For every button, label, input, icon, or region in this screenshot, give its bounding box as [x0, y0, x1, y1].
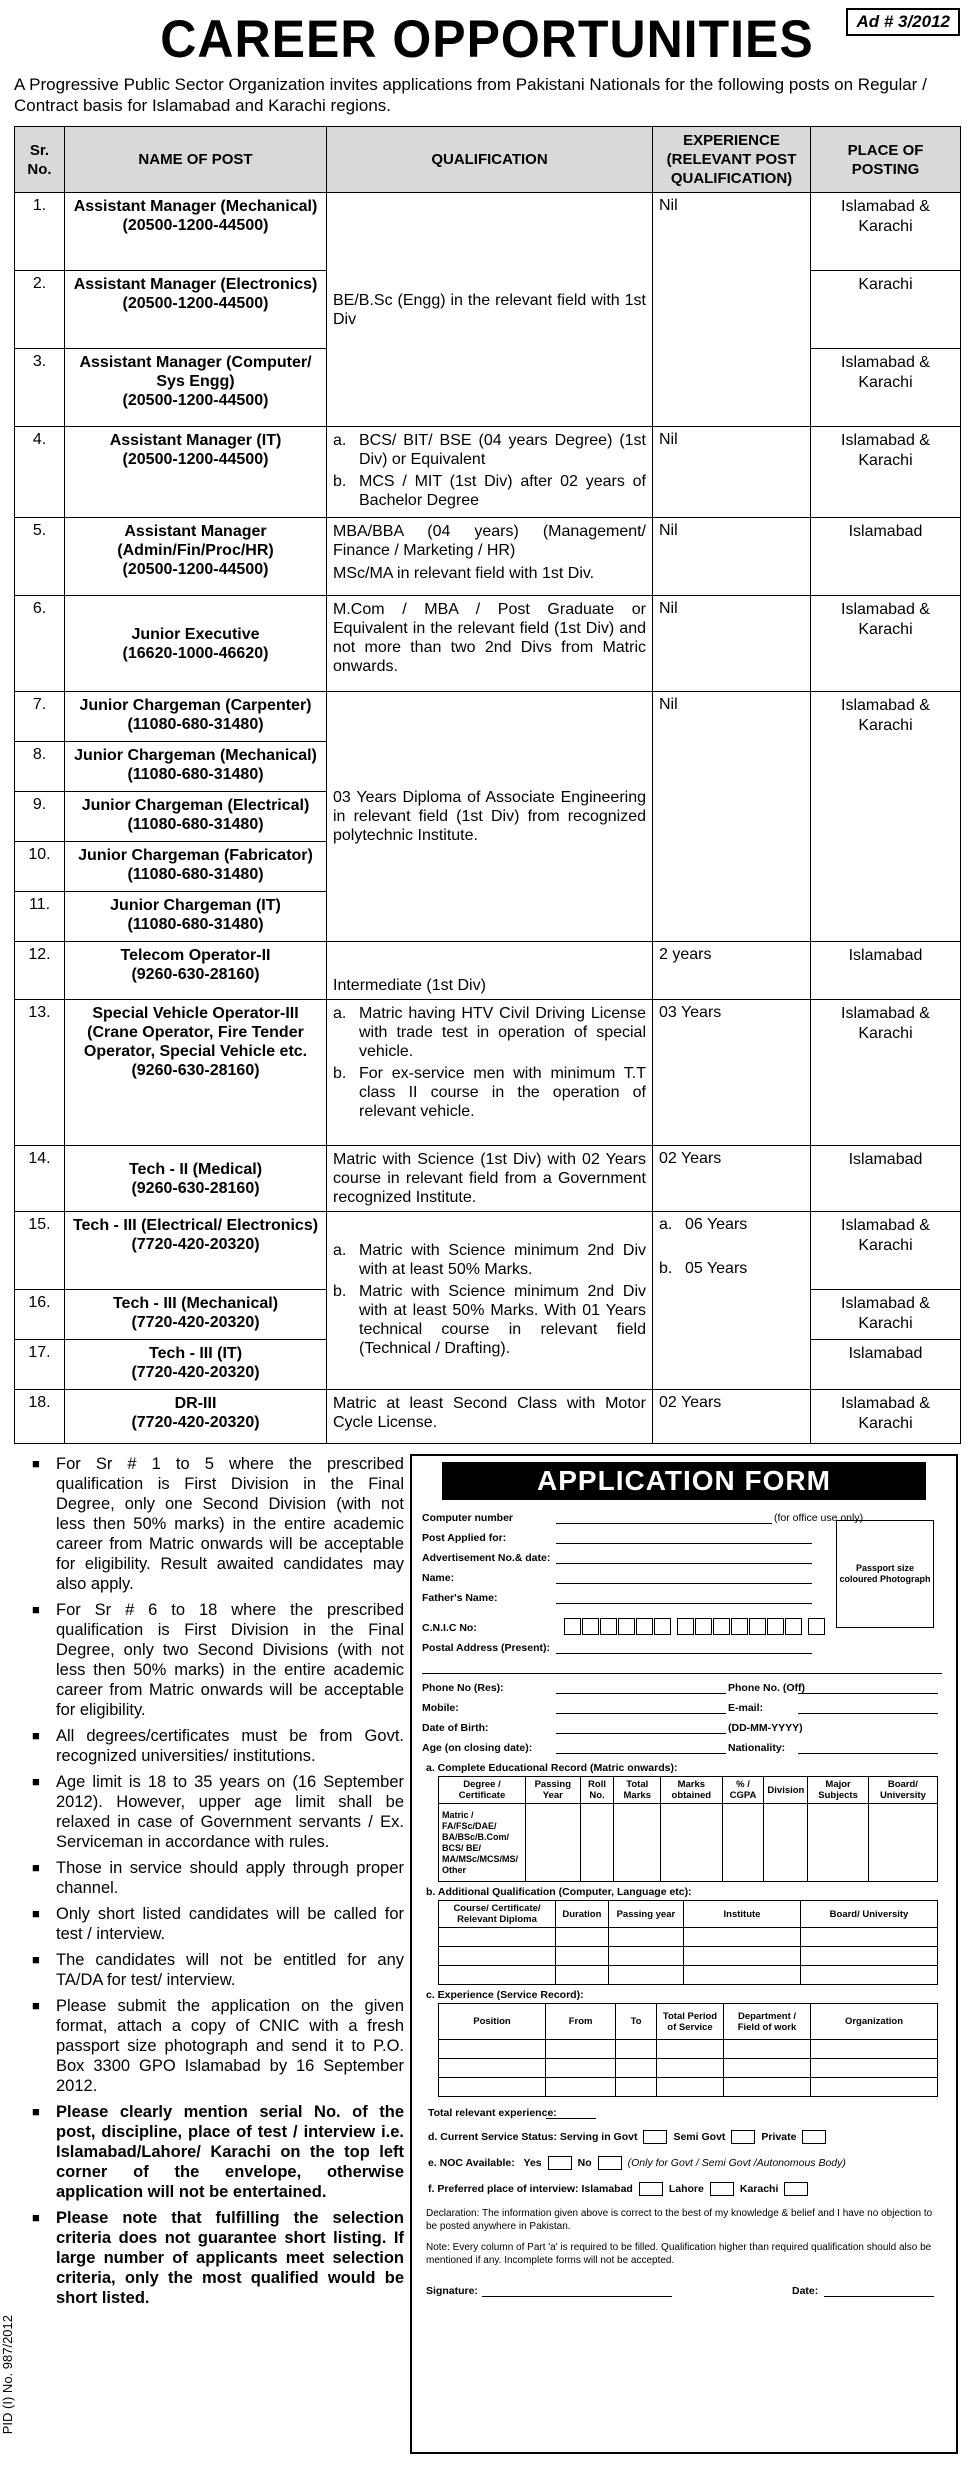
table-row[interactable] [439, 2040, 938, 2059]
qual-cell: Intermediate (1st Div) [327, 942, 653, 1000]
place-cell: Islamabad & Karachi [811, 1290, 961, 1340]
place-cell: Islamabad & Karachi [811, 596, 961, 692]
item-marker: b. [659, 1260, 673, 1277]
application-form [410, 1454, 958, 2454]
table-row [15, 596, 961, 692]
islamabad-checkbox[interactable] [639, 2182, 663, 2196]
place-cell: Islamabad [811, 942, 961, 1000]
table-row[interactable] [439, 1966, 938, 1985]
qual-item: Matric having HTV Civil Driving License with trade test in operation of special vehicle. [359, 1005, 646, 1060]
pay-scale: (20500-1200-44500) [122, 561, 269, 578]
post-cell [65, 1290, 327, 1340]
post-cell [65, 892, 327, 942]
sr-cell: 2. [15, 271, 65, 349]
dob-row: Date of Birth: (DD-MM-YYYY) [422, 1722, 803, 1734]
table-row [15, 1212, 961, 1290]
section-education: a. Complete Educational Record (Matric onwards): [426, 1762, 678, 1774]
pay-scale: (20500-1200-44500) [122, 295, 269, 312]
govt-checkbox[interactable] [643, 2130, 667, 2144]
pay-scale: (9260-630-28160) [131, 966, 260, 983]
postal-address-line[interactable] [422, 1673, 942, 1674]
interview-place-row: f. Preferred place of interview: Islamabad Lahore Karachi [422, 2175, 956, 2201]
pay-scale: (11080-680-31480) [127, 866, 264, 883]
place-cell: Islamabad & Karachi [811, 692, 961, 942]
header-post: NAME OF POST [65, 127, 327, 193]
pay-scale: (11080-680-31480) [127, 816, 264, 833]
date-field[interactable] [824, 2296, 934, 2297]
place-cell: Islamabad [811, 1146, 961, 1212]
qual-cell [327, 427, 653, 518]
post-name: Tech - III (IT) [148, 1345, 243, 1362]
sr-cell: 11. [15, 892, 65, 942]
photo-box: Passport size coloured Photograph [836, 1520, 934, 1628]
place-cell: Islamabad & Karachi [811, 427, 961, 518]
place-cell: Islamabad & Karachi [811, 1390, 961, 1444]
name-field[interactable] [556, 1583, 812, 1584]
list-item: ■ Please note that fulfilling the selection criteria does not guarantee short listing. If large number of applicants meet selection criteria, only the most qualified would be short listed. [32, 2208, 404, 2308]
post-cell [65, 271, 327, 349]
age-row: Age (on closing date): Nationality: [422, 1738, 956, 1758]
item-marker: a. [333, 432, 347, 449]
post-cell [65, 1000, 327, 1146]
qual-cell [327, 1000, 653, 1146]
pay-scale: (16620-1000-46620) [122, 644, 269, 662]
table-row[interactable] [439, 1928, 938, 1947]
list-item: ■ Please clearly mention serial No. of the post, discipline, place of test / interview i.e. Islamabad/Lahore/ Karachi on the top left corner of the envelope, otherwise application will not be entertained. [32, 2102, 404, 2202]
computer-number-row: Computer number (for office use only) [422, 1512, 864, 1524]
qual-item: MBA/BBA (04 years) (Management/ Finance / Marketing / HR) [333, 523, 646, 559]
dob-field[interactable] [556, 1733, 726, 1734]
post-cell [65, 596, 327, 692]
item-marker: b. [333, 1282, 347, 1300]
post-cell [65, 792, 327, 842]
place-cell: Islamabad [811, 518, 961, 596]
item-marker: b. [333, 473, 347, 490]
post-name: Assistant Manager (Mechanical) [73, 198, 318, 215]
phone-row: Phone No (Res): Phone No. (Off) [422, 1678, 956, 1698]
noc-yes-checkbox[interactable] [548, 2156, 572, 2170]
nationality-field[interactable] [798, 1753, 938, 1754]
postal-address-field[interactable] [556, 1653, 812, 1654]
post-name: Tech - II (Medical) [128, 1160, 263, 1178]
table-row [15, 193, 961, 271]
table-row[interactable] [439, 2078, 938, 2097]
exp-cell: 2 years [653, 942, 811, 1000]
table-row [15, 518, 961, 596]
list-item: ■ Please submit the application on the given format, attach a copy of CNIC with a fresh passport size photograph and send it to P.O. Box 3300 GPO Islamabad by 16 September 2012. [32, 1996, 404, 2096]
pay-scale: (20500-1200-44500) [122, 217, 269, 234]
post-cell [65, 742, 327, 792]
sr-cell: 13. [15, 1000, 65, 1146]
pid-number: PID (I) No. 987/2012 [0, 2314, 15, 2434]
place-cell: Islamabad & Karachi [811, 1212, 961, 1290]
exp-item: 05 Years [685, 1260, 748, 1277]
post-name: Assistant Manager (Admin/Fin/Proc/HR) [117, 523, 274, 559]
post-name: Junior Chargeman (Carpenter) [79, 697, 312, 714]
pay-scale: (20500-1200-44500) [122, 451, 269, 468]
sr-cell: 12. [15, 942, 65, 1000]
pay-scale: (20500-1200-44500) [122, 392, 269, 409]
exp-cell: 03 Years [653, 1000, 811, 1146]
pay-scale: (9260-630-28160) [131, 1179, 260, 1197]
noc-row: e. NOC Available: Yes No (Only for Govt / Semi Govt /Autonomous Body) [428, 2156, 846, 2169]
exp-cell: Nil [653, 193, 811, 427]
declaration-text: Declaration: The information given above is correct to the best of my knowledge & belief and I have no objection to be posted anywhere in Pakistan. [426, 2208, 933, 2232]
item-marker: a. [333, 1241, 347, 1259]
list-item: ■ All degrees/certificates must be from Govt. recognized universities/ institutions. [32, 1726, 404, 1766]
qual-cell: 03 Years Diploma of Associate Engineering in relevant field (1st Div) from recognized polytechnic Institute. [327, 692, 653, 942]
place-cell: Karachi [811, 271, 961, 349]
place-cell: Islamabad & Karachi [811, 349, 961, 427]
pay-scale: (11080-680-31480) [127, 716, 264, 733]
pay-scale: (7720-420-20320) [131, 1236, 260, 1253]
post-applied-row: Post Applied for: [422, 1528, 956, 1548]
qual-cell: Matric at least Second Class with Motor Cycle License. [327, 1390, 653, 1444]
exp-cell: 02 Years [653, 1146, 811, 1212]
pay-scale: (7720-420-20320) [131, 1314, 260, 1331]
signature-field[interactable] [482, 2296, 672, 2297]
additional-table: Course/ Certificate/ Relevant Diploma Duration Passing year Institute Board/ University [438, 1900, 938, 1985]
list-item: ■ For Sr # 6 to 18 where the prescribed qualification is First Division in the Final Degree, only two Second Divisions (with not less then 50% marks) in the entire academic career from Matric onwards will be acceptable for eligibility. [32, 1600, 404, 1720]
list-item: ■ Those in service should apply through proper channel. [32, 1858, 404, 1898]
table-row [15, 1390, 961, 1444]
semi-govt-checkbox[interactable] [731, 2130, 755, 2144]
pay-scale: (11080-680-31480) [127, 766, 264, 783]
pay-scale: (9260-630-28160) [131, 1062, 260, 1079]
qual-item: For ex-service men with minimum T.T class II course in the operation of relevant vehicle. [359, 1065, 646, 1120]
post-cell [65, 842, 327, 892]
list-item: ■ The candidates will not be entitled for any TA/DA for test/ interview. [32, 1950, 404, 1990]
post-name: Special Vehicle Operator-III (Crane Operator, Fire Tender Operator, Special Vehicle etc. [83, 1005, 308, 1060]
item-marker: a. [333, 1005, 347, 1022]
postal-row: Postal Address (Present): [422, 1638, 956, 1658]
sr-cell: 3. [15, 349, 65, 427]
sr-cell: 15. [15, 1212, 65, 1290]
sr-cell: 1. [15, 193, 65, 271]
posts-table [14, 126, 961, 1444]
sr-cell: 14. [15, 1146, 65, 1212]
post-cell [65, 349, 327, 427]
post-cell [65, 427, 327, 518]
qual-item: BCS/ BIT/ BSE (04 years Degree) (1st Div) or Equivalent [359, 432, 646, 468]
note-text: Note: Every column of Part 'a' is required to be filled. Qualification higher than required qualification should also be mentioned if any. Incomplete forms will not be accepted. [426, 2242, 932, 2266]
qual-cell: M.Com / MBA / Post Graduate or Equivalent in the relevant field (1st Div) and not more than two 2nd Divs from Matric onwards. [327, 596, 653, 692]
place-cell: Islamabad & Karachi [811, 1000, 961, 1146]
qual-cell [327, 1212, 653, 1390]
qual-item: Matric with Science minimum 2nd Div with at least 50% Marks. [359, 1241, 646, 1278]
sr-cell: 6. [15, 596, 65, 692]
exp-cell: Nil [653, 692, 811, 942]
cnic-boxes[interactable] [564, 1618, 826, 1635]
noc-no-checkbox[interactable] [598, 2156, 622, 2170]
post-cell [65, 692, 327, 742]
post-cell [65, 518, 327, 596]
advertisement-field[interactable] [556, 1563, 812, 1564]
qual-cell: Matric with Science (1st Div) with 02 Years course in relevant field from a Government recognized Institute. [327, 1146, 653, 1212]
header-qualification: QUALIFICATION [327, 127, 653, 193]
post-name: Junior Chargeman (Electrical) [81, 797, 310, 814]
exp-cell: Nil [653, 518, 811, 596]
exp-cell: Nil [653, 427, 811, 518]
sr-cell: 18. [15, 1390, 65, 1444]
computer-number-field[interactable] [556, 1523, 772, 1524]
post-name: Junior Chargeman (IT) [110, 897, 281, 914]
exp-cell: Nil [653, 596, 811, 692]
form-title: APPLICATION FORM [442, 1462, 926, 1500]
qual-item: Matric with Science minimum 2nd Div with at least 50% Marks. With 01 Years technical course in relevant field (Technical / Drafting). [359, 1282, 646, 1357]
instructions-list [32, 1454, 404, 2314]
list-item: ■ For Sr # 1 to 5 where the prescribed qualification is First Division in the Final Degree, only one Second Division (with not less then 50% marks) in the entire academic career from Matric onwards will be acceptable for eligibility. Result awaited candidates may also apply. [32, 1454, 404, 1594]
list-item: ■ Age limit is 18 to 35 years on (16 September 2012). However, upper age limit shall be relaxed in case of Government servants / Ex. Serviceman in accordance with rules. [32, 1772, 404, 1852]
pay-scale: (7720-420-20320) [131, 1364, 260, 1381]
post-name: Junior Chargeman (Mechanical) [74, 747, 317, 764]
post-name: Assistant Manager (Electronics) [73, 276, 318, 293]
sr-cell: 10. [15, 842, 65, 892]
place-cell: Islamabad & Karachi [811, 193, 961, 271]
table-row [15, 692, 961, 742]
header-experience: EXPERIENCE (RELEVANT POST QUALIFICATION) [653, 127, 811, 193]
exp-item: 06 Years [685, 1216, 748, 1233]
post-cell [65, 1212, 327, 1290]
education-table: Degree / Certificate Passing Year Roll No. Total Marks Marks obtained % / CGPA Division Major Subjects Board/ University Matric / FA/FSc/DAE/ BA/BSc/B.Com/ BCS/ BE/ MA/MSc/MCS/MS/ Other [438, 1776, 938, 1882]
qual-cell [327, 518, 653, 596]
sr-cell: 16. [15, 1290, 65, 1340]
sr-cell: 17. [15, 1340, 65, 1390]
post-name: Junior Executive [131, 625, 260, 643]
ad-number-badge: Ad # 3/2012 [846, 8, 960, 36]
section-additional: b. Additional Qualification (Computer, Language etc): [426, 1886, 692, 1898]
post-name: DR-III [174, 1395, 217, 1412]
post-name: Tech - III (Electrical/ Electronics) [72, 1217, 319, 1234]
place-cell: Islamabad [811, 1340, 961, 1390]
phone-off-field[interactable] [798, 1693, 938, 1694]
table-row [15, 427, 961, 518]
table-row [15, 1146, 961, 1212]
sr-cell: 8. [15, 742, 65, 792]
phone-res-field[interactable] [556, 1693, 726, 1694]
table-header-row [15, 127, 961, 193]
age-field[interactable] [556, 1753, 726, 1754]
mobile-row: Mobile: E-mail: [422, 1698, 956, 1718]
cnic-row: C.N.I.C No: [422, 1618, 956, 1638]
private-checkbox[interactable] [802, 2130, 826, 2144]
service-status-row: d. Current Service Status: Serving in Govt Semi Govt Private [422, 2123, 956, 2149]
item-marker: a. [659, 1216, 673, 1233]
page-title: CAREER OPPORTUNITIES [160, 9, 814, 69]
post-cell [65, 942, 327, 1000]
advertisement-page [0, 8, 960, 2478]
sr-cell: 4. [15, 427, 65, 518]
bottom-section [0, 1454, 960, 2464]
qual-cell: BE/B.Sc (Engg) in the relevant field with 1st Div [327, 193, 653, 427]
total-exp-row: Total relevant experience: [422, 2103, 956, 2123]
pay-scale: (11080-680-31480) [127, 916, 264, 933]
table-row [15, 942, 961, 1000]
table-row [15, 1000, 961, 1146]
father-name-field[interactable] [556, 1603, 812, 1604]
list-item: ■ Only short listed candidates will be called for test / interview. [32, 1904, 404, 1944]
post-name: Tech - III (Mechanical) [112, 1295, 279, 1312]
section-experience: c. Experience (Service Record): [426, 1989, 584, 2001]
post-name: Assistant Manager (Computer/ Sys Engg) [79, 354, 312, 390]
post-cell [65, 1390, 327, 1444]
post-cell [65, 1340, 327, 1390]
total-exp-field[interactable] [546, 2118, 596, 2119]
table-row[interactable]: Matric / FA/FSc/DAE/ BA/BSc/B.Com/ BCS/ BE/ MA/MSc/MCS/MS/ Other [439, 1804, 938, 1882]
experience-table: Position From To Total Period of Service Department / Field of work Organization [438, 2003, 938, 2097]
header-place: PLACE OF POSTING [811, 127, 961, 193]
name-row: Name: [422, 1568, 956, 1588]
exp-cell: 02 Years [653, 1390, 811, 1444]
sr-cell: 5. [15, 518, 65, 596]
pay-scale: (7720-420-20320) [131, 1414, 260, 1431]
advertisement-row: Advertisement No.& date: [422, 1548, 956, 1568]
post-name: Assistant Manager (IT) [109, 432, 282, 449]
signature-row: Signature: Date: [422, 2281, 956, 2301]
exp-cell [653, 1212, 811, 1390]
sr-cell: 9. [15, 792, 65, 842]
post-cell [65, 1146, 327, 1212]
header [14, 8, 960, 70]
qual-item: MSc/MA in relevant field with 1st Div. [333, 565, 595, 582]
father-row: Father's Name: [422, 1588, 956, 1608]
mobile-field[interactable] [556, 1713, 726, 1714]
table-row[interactable] [439, 2059, 938, 2078]
post-cell [65, 193, 327, 271]
karachi-checkbox[interactable] [784, 2182, 808, 2196]
post-name: Telecom Operator-II [120, 947, 271, 964]
email-field[interactable] [798, 1713, 938, 1714]
post-name: Junior Chargeman (Fabricator) [78, 847, 313, 864]
intro-text: A Progressive Public Sector Organization invites applications from Pakistani Nationals for the following posts on Regular / Contract basis for Islamabad and Karachi regions. [14, 75, 927, 115]
lahore-checkbox[interactable] [710, 2182, 734, 2196]
qual-item: MCS / MIT (1st Div) after 02 years of Bachelor Degree [359, 473, 646, 509]
table-row[interactable] [439, 1947, 938, 1966]
header-sr: Sr. No. [15, 127, 65, 193]
item-marker: b. [333, 1065, 347, 1082]
post-applied-field[interactable] [556, 1543, 812, 1544]
sr-cell: 7. [15, 692, 65, 742]
